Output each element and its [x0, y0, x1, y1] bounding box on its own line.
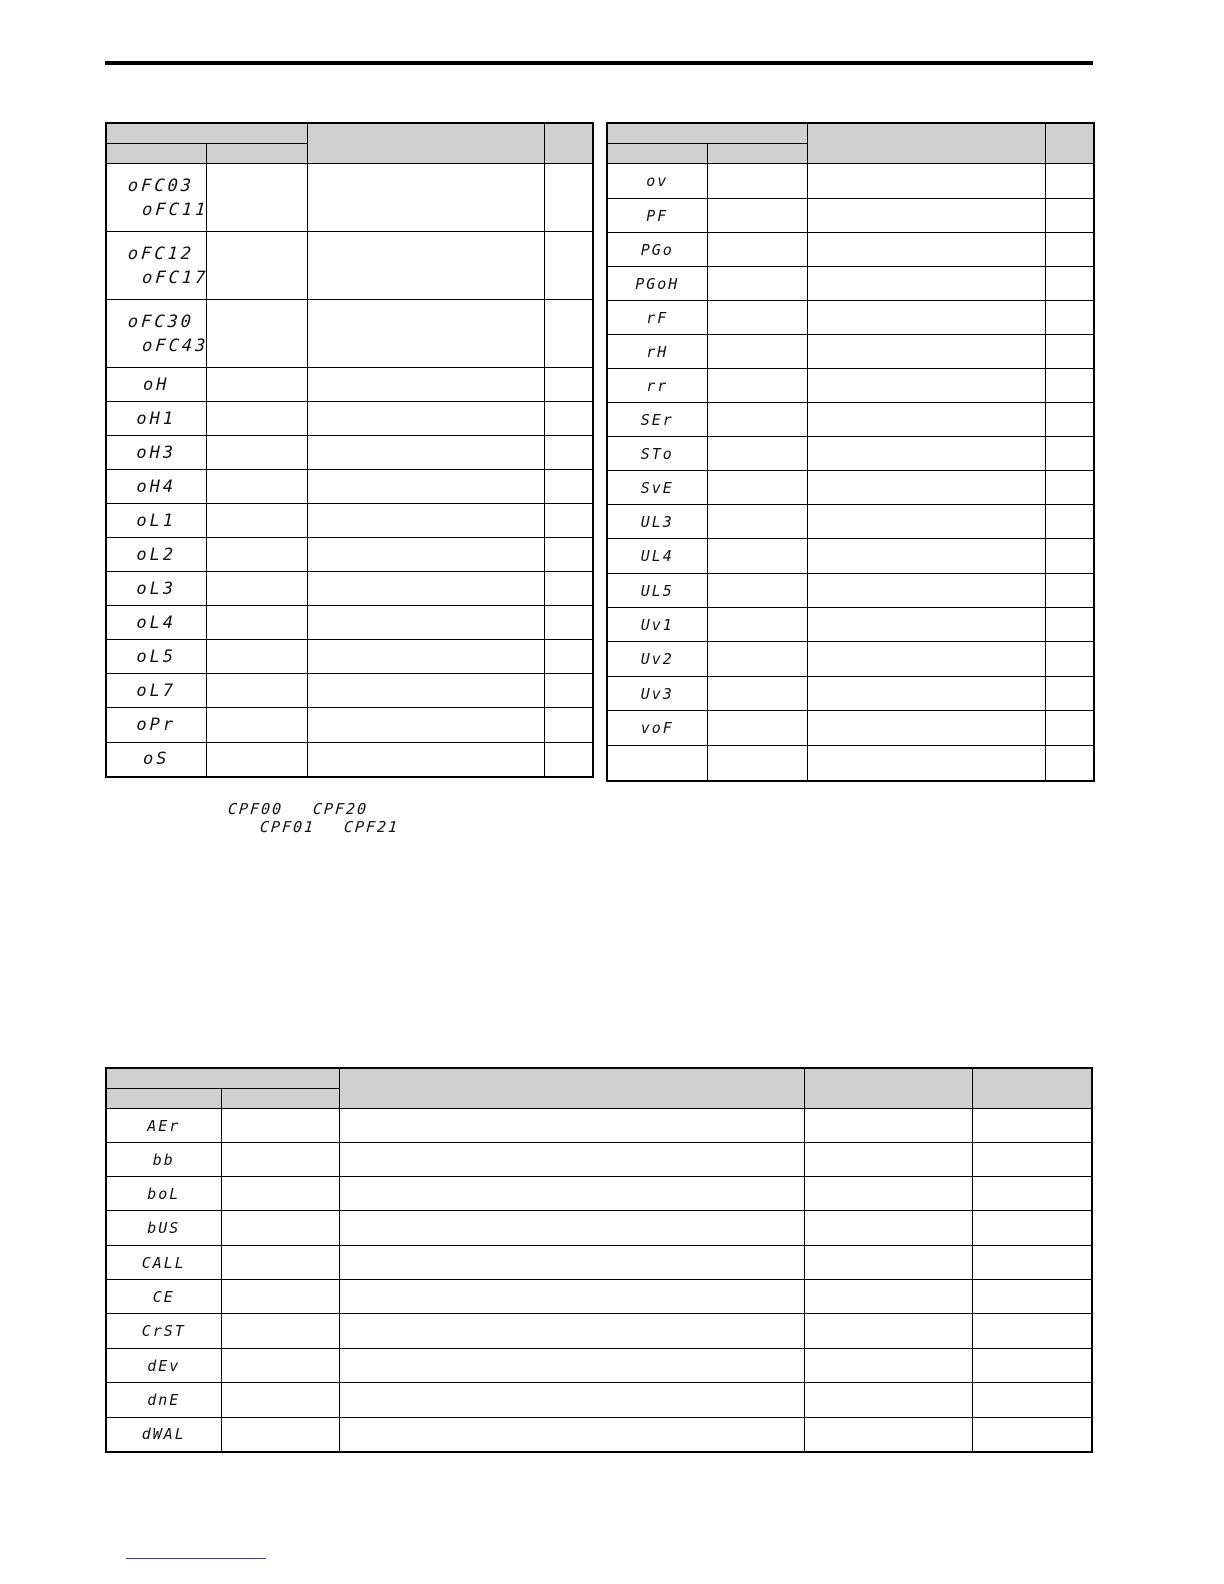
- table-row: [607, 746, 1094, 781]
- operator-display: PF: [646, 206, 669, 225]
- operator-display: UL5: [640, 581, 674, 600]
- operator-display: oFC12 oFC17: [127, 243, 210, 288]
- header-page: [972, 1068, 1092, 1109]
- table-row: [106, 1280, 1092, 1314]
- table-row: [607, 471, 1094, 505]
- operator-display: Uv3: [640, 684, 674, 703]
- operator-display: UL3: [640, 512, 674, 531]
- operator-display: rF: [646, 308, 669, 327]
- operator-display: CPF21: [343, 818, 400, 836]
- table-row: [607, 199, 1094, 233]
- table-row: [607, 711, 1094, 746]
- operator-display: oL5: [136, 646, 177, 667]
- table-row: [106, 640, 593, 674]
- operator-display: Uv2: [640, 650, 674, 668]
- operator-display: oL7: [136, 680, 177, 701]
- operator-display: oL4: [136, 612, 177, 633]
- header-name: [307, 123, 544, 164]
- header-digital-operator: [106, 144, 206, 164]
- operator-display: boL: [147, 1184, 181, 1203]
- operator-display: CPF00: [227, 800, 284, 818]
- table-row: [106, 538, 593, 572]
- operator-display: oL1: [136, 510, 177, 531]
- header-digital-operator: [607, 144, 707, 164]
- header-led: [206, 144, 307, 164]
- operator-display: oL3: [136, 578, 177, 599]
- table-row: [106, 232, 593, 300]
- operator-display: oH3: [136, 442, 177, 463]
- operator-display: oH1: [136, 408, 177, 429]
- table-row: [607, 505, 1094, 539]
- alarm-table: [105, 1067, 1093, 1453]
- header-display-group: [106, 1068, 339, 1089]
- table-row: [106, 368, 593, 402]
- operator-display: oFC30 oFC43: [127, 311, 210, 356]
- table-row: [607, 233, 1094, 267]
- footer-link-underline[interactable]: [126, 1558, 266, 1559]
- operator-display: voF: [640, 719, 674, 737]
- operator-display: SvE: [640, 478, 674, 497]
- header-rule: [105, 61, 1093, 65]
- table-row: [106, 1211, 1092, 1246]
- header-led: [221, 1089, 339, 1109]
- table-row: [607, 301, 1094, 335]
- header-digital-operator: [106, 1089, 221, 1109]
- table-row: [106, 1143, 1092, 1177]
- operator-display: AEr: [147, 1116, 181, 1135]
- table-row: [607, 642, 1094, 677]
- table-row: [106, 1349, 1092, 1383]
- operator-display: CrST: [141, 1322, 186, 1340]
- header-display-group: [607, 123, 807, 144]
- fault-table-right: [606, 122, 1095, 782]
- header-led: [707, 144, 807, 164]
- operator-display: dnE: [147, 1391, 181, 1409]
- operator-display: dWAL: [141, 1425, 186, 1444]
- table-row: [607, 369, 1094, 403]
- operator-display: bb: [152, 1150, 175, 1169]
- operator-display: rH: [646, 342, 669, 361]
- operator-display: oFC03 oFC11: [127, 175, 210, 220]
- operator-display: CPF20: [312, 800, 369, 818]
- header-page: [1045, 123, 1094, 164]
- operator-display: PGoH: [635, 274, 680, 293]
- table-row: [607, 164, 1094, 199]
- table-row: [106, 572, 593, 606]
- table-row: [106, 436, 593, 470]
- table-row: [607, 335, 1094, 369]
- table-row: [106, 1314, 1092, 1349]
- operator-display: bUS: [147, 1219, 181, 1237]
- operator-display: oH: [143, 374, 170, 395]
- table-row: [607, 608, 1094, 642]
- table-row: [106, 1177, 1092, 1211]
- operator-display: Uv1: [640, 615, 674, 634]
- table-row: [106, 1109, 1092, 1143]
- operator-display: oL2: [136, 544, 177, 565]
- operator-display: ov: [646, 172, 669, 190]
- header-name: [339, 1068, 804, 1109]
- operator-display: STo: [640, 444, 674, 463]
- table-row: [106, 504, 593, 538]
- operator-display: CPF01: [259, 818, 316, 836]
- table-row: [106, 674, 593, 708]
- table-row: [106, 743, 593, 777]
- header-display-group: [106, 123, 307, 144]
- table-row: [607, 677, 1094, 711]
- table-row: [106, 1418, 1092, 1452]
- table-row: [607, 539, 1094, 574]
- operator-display: rr: [646, 376, 669, 395]
- header-name: [807, 123, 1045, 164]
- table-row: [106, 402, 593, 436]
- table-row: [607, 267, 1094, 301]
- operator-display: UL4: [640, 547, 674, 565]
- operator-display: oS: [143, 749, 170, 770]
- header-page: [544, 123, 593, 164]
- fault-table-left: [105, 122, 594, 778]
- operator-display: dEv: [147, 1356, 181, 1375]
- operator-display: SEr: [640, 410, 674, 429]
- table-row: [607, 437, 1094, 471]
- footnote-codes: [228, 797, 428, 839]
- table-row: [106, 164, 593, 232]
- table-row: [106, 470, 593, 504]
- operator-display: oH4: [136, 476, 177, 497]
- header-output: [804, 1068, 972, 1109]
- operator-display: CALL: [141, 1253, 186, 1272]
- operator-display: oPr: [136, 715, 177, 735]
- operator-display: CE: [152, 1287, 175, 1306]
- operator-display: PGo: [640, 240, 674, 259]
- table-row: [106, 1383, 1092, 1418]
- table-row: [607, 403, 1094, 437]
- table-row: [106, 300, 593, 368]
- table-row: [106, 606, 593, 640]
- table-row: [607, 574, 1094, 608]
- table-row: [106, 708, 593, 743]
- table-row: [106, 1246, 1092, 1280]
